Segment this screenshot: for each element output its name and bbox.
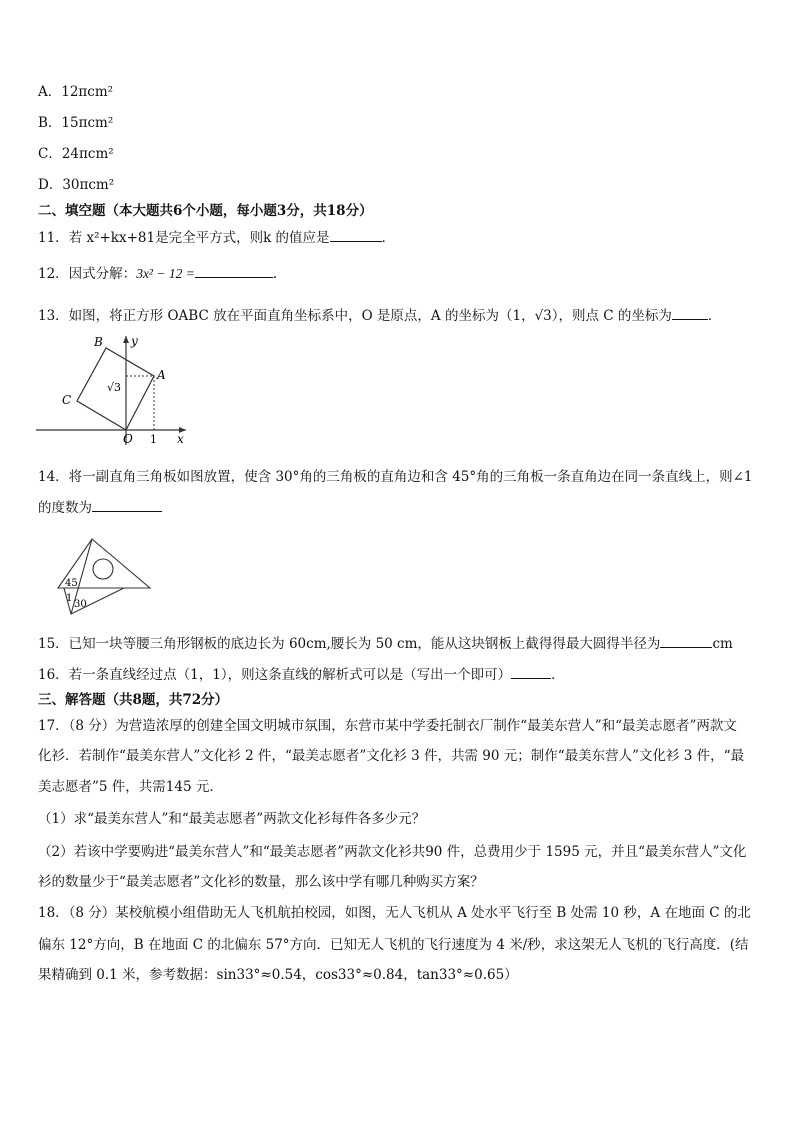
question-17-line3: 美志愿者”5 件，共需145 元． <box>38 779 223 795</box>
question-13 <box>38 306 721 325</box>
question-18-line1: 18．（8 分）某校航模小组借助无人飞机航拍校园，如图，无人飞机从 A 处水平飞行至 B 处需 10 秒，A 在地面 C 的北 <box>38 905 751 921</box>
square-coordinate-figure <box>36 333 196 448</box>
label-45: 45 <box>65 578 78 589</box>
q16-end: ． <box>551 667 565 683</box>
question-14-line2 <box>38 498 162 517</box>
triangle-boards-figure <box>54 536 154 616</box>
q11-end: ． <box>381 230 396 246</box>
answer-blank <box>330 228 382 242</box>
answer-blank <box>195 264 273 278</box>
section-header-solutions: 三、解答题（共8题，共72分） <box>38 692 229 708</box>
q11-text: 11．若 x²+kx+81是完全平方式，则k 的值应是 <box>38 230 330 246</box>
q12-expression: 3x² − 12 = <box>136 266 195 281</box>
q12-end: . <box>272 266 278 282</box>
label-sqrt3: √3 <box>107 381 122 394</box>
q15-unit: cm <box>712 636 733 652</box>
q14-text: 的度数为 <box>38 500 92 516</box>
option-c: C．24πcm² <box>38 146 114 162</box>
option-b: B．15πcm² <box>38 115 114 131</box>
section-header-fill-in: 二、填空题（本大题共6个小题，每小题3分，共18分） <box>38 203 373 219</box>
label-c: C <box>62 393 72 407</box>
q12-text: 12．因式分解： <box>38 266 137 282</box>
label-1: 1 <box>66 593 73 604</box>
question-17-line1: 17．（8 分）为营造浓厚的创建全国文明城市氛围，东营市某中学委托制衣厂制作“最美东营人”和“最美志愿者”两款文 <box>38 718 737 734</box>
question-17-line2: 化衫．若制作“最美东营人”文化衫 2 件，“最美志愿者”文化衫 3 件，共需 90 元；制作“最美东营人”文化衫 3 件，“最 <box>38 748 745 764</box>
answer-blank <box>92 498 162 512</box>
answer-blank <box>660 634 712 648</box>
q16-text: 16．若一条直线经过点（1，1），则这条直线的解析式可以是（写出一个即可） <box>38 667 512 683</box>
question-16 <box>38 665 565 684</box>
question-18-line3: 果精确到 0.1 米，参考数据：sin33°≈0.54，cos33°≈0.84，tan33°≈0.65） <box>38 967 518 983</box>
label-o: O <box>123 432 133 446</box>
question-14-line1: 14．将一副直角三角板如图放置，使含 30°角的三角板的直角边和含 45°角的三角板一条直角边在同一条直线上，则∠1 <box>38 469 753 485</box>
label-y: y <box>131 334 138 348</box>
label-x: x <box>177 432 184 446</box>
question-17-part2-line1: （2）若该中学要购进“最美东营人”和“最美志愿者”两款文化衫共90 件，总费用少于 1595 元，并且“最美东营人”文化 <box>38 844 747 860</box>
answer-blank <box>511 665 551 679</box>
question-11 <box>38 228 395 247</box>
label-one: 1 <box>150 433 157 446</box>
question-17-part2-line2: 衫的数量少于“最美志愿者”文化衫的数量，那么该中学有哪几种购买方案？ <box>38 874 484 890</box>
label-a: A <box>157 368 166 382</box>
q13-end: ． <box>707 308 722 324</box>
q13-text: 13．如图，将正方形 OABC 放在平面直角坐标系中，O 是原点，A 的坐标为（1，√3），则点 C 的坐标为 <box>38 308 672 324</box>
question-12 <box>38 264 277 283</box>
label-b: B <box>94 335 103 349</box>
label-30: 30 <box>74 599 87 610</box>
option-a: A．12πcm² <box>38 84 114 100</box>
question-18-line2: 偏东 12°方向，B 在地面 C 的北偏东 57°方向．已知无人飞机的飞行速度为 4 米/秒，求这架无人飞机的飞行高度．(结 <box>38 937 749 953</box>
q15-text: 15．已知一块等腰三角形钢板的底边长为 60cm,腰长为 50 cm，能从这块钢板上截得得最大圆得半径为 <box>38 636 661 652</box>
question-15 <box>38 634 733 653</box>
option-d: D．30πcm² <box>38 177 115 193</box>
question-17-part1: （1）求“最美东营人”和“最美志愿者”两款文化衫每件各多少元？ <box>38 811 426 827</box>
answer-blank <box>672 306 708 320</box>
